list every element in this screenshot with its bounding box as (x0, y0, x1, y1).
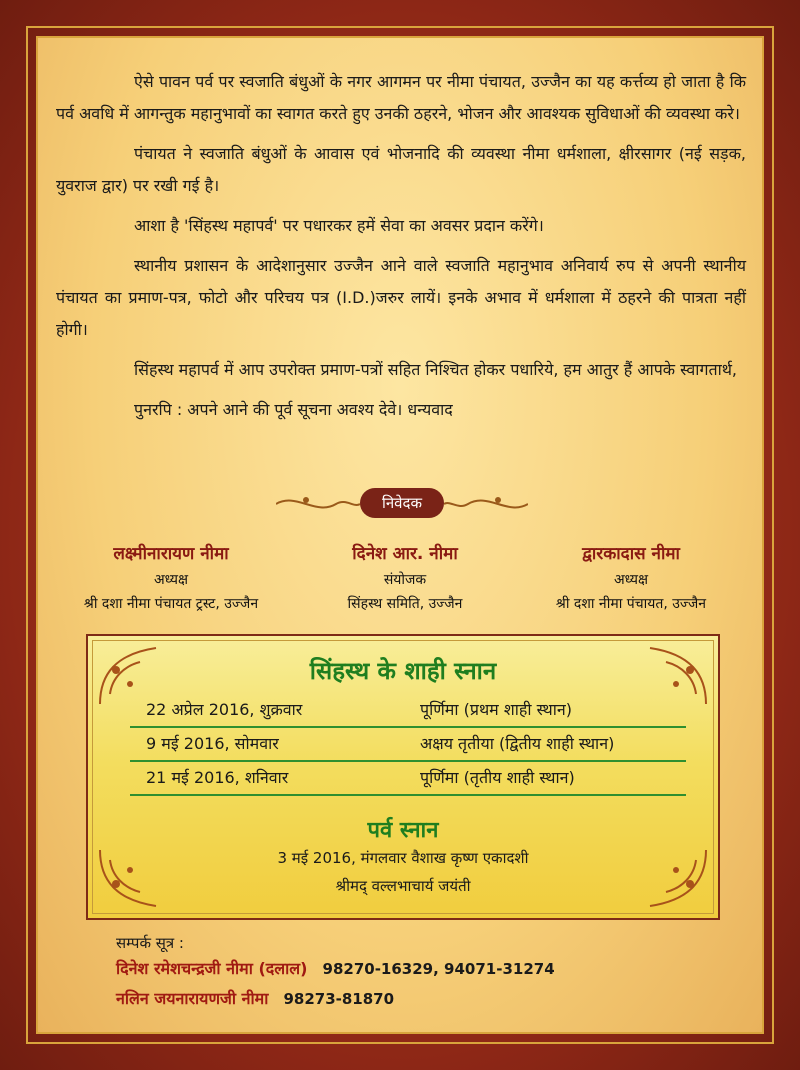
intro-paragraph-6: पुनरपि : अपने आने की पूर्व सूचना अवश्य देवे। धन्यवाद (134, 400, 453, 419)
signer-role: अध्यक्ष (153, 572, 189, 588)
signer-3 (516, 540, 746, 616)
intro-text (56, 66, 746, 426)
signer-role: संयोजक (383, 572, 427, 588)
signer-org: श्री दशा नीमा पंचायत ट्रस्ट, उज्जैन (83, 596, 259, 612)
row-divider (130, 760, 686, 762)
signer-name: द्वारकादास नीमा (582, 544, 680, 564)
contact-section (116, 932, 736, 1014)
intro-paragraph-2: पंचायत ने स्वजाति बंधुओं के आवास एवं भोजनादि की व्यवस्था नीमा धर्मशाला, क्षीरसागर (नई सड़क, युवराज द्वार) पर रखी गई है। (56, 144, 746, 195)
signer-name: लक्ष्मीनारायण नीमा (113, 544, 229, 564)
shahi-date: 22 अप्रेल 2016, शुक्रवार (146, 700, 303, 719)
contact-name: दिनेश रमेशचन्द्रजी नीमा (दलाल) (116, 959, 308, 978)
intro-paragraph-4: स्थानीय प्रशासन के आदेशानुसार उज्जैन आने वाले स्वजाति महानुभाव अनिवार्य रुप से अपनी स्थानीय पंचायत का प्रमाण-पत्र, फोटो और परिचय पत्र (I.D.)जरुर लायें। इनके अभाव में धर्मशाला में ठहरने की पात्रता नहीं होगी। (56, 256, 746, 339)
contact-line (116, 954, 736, 984)
nivedak-badge: निवेदक (360, 488, 444, 518)
row-divider (130, 726, 686, 728)
contact-line (116, 984, 736, 1014)
intro-paragraph-5: सिंहस्थ महापर्व में आप उपरोक्त प्रमाण-पत्रों सहित निश्चित होकर पधारिये, हम आतुर हैं आपके स्वागतार्थ, (134, 360, 738, 379)
signer-2 (294, 540, 516, 616)
shahi-event: पूर्णिमा (प्रथम शाही स्थान) (420, 700, 572, 719)
shahi-row (130, 696, 686, 724)
shahi-row (130, 730, 686, 758)
shahi-row (130, 764, 686, 792)
contact-label: सम्पर्क सूत्र : (116, 934, 184, 952)
shahi-title: सिंहस्थ के शाही स्नान (309, 657, 497, 685)
shahi-date: 9 मई 2016, सोमवार (146, 734, 279, 753)
parv-snan-title: पर्व स्नान (367, 818, 439, 843)
contact-phone: 98270-16329, 94071-31274 (322, 960, 555, 978)
signer-org: श्री दशा नीमा पंचायत, उज्जैन (555, 596, 707, 612)
signer-org: सिंहस्थ समिति, उज्जैन (347, 596, 463, 612)
shahi-snan-box (86, 634, 720, 920)
intro-paragraph-1: ऐसे पावन पर्व पर स्वजाति बंधुओं के नगर आगमन पर नीमा पंचायत, उज्जैन का यह कर्त्तव्य हो जाता है कि पर्व अवधि में आगन्तुक महानुभावों का स्वागत करते हुए उनकी ठहरने, भोजन और आवश्यक सुविधाओं की व्यवस्था करे। (56, 72, 746, 123)
signer-role: अध्यक्ष (613, 572, 649, 588)
shahi-event: अक्षय तृतीया (द्वितीय शाही स्थान) (420, 734, 615, 753)
signer-1 (56, 540, 286, 616)
signer-name: दिनेश आर. नीमा (352, 544, 458, 564)
contact-phone: 98273-81870 (283, 990, 395, 1008)
shahi-event: पूर्णिमा (तृतीय शाही स्थान) (420, 768, 575, 787)
row-divider (130, 794, 686, 796)
intro-paragraph-3: आशा है 'सिंहस्थ महापर्व' पर पधारकर हमें सेवा का अवसर प्रदान करेंगे। (134, 216, 544, 235)
parv-snan-date: 3 मई 2016, मंगलवार वैशाख कृष्ण एकादशी (277, 849, 529, 867)
contact-name: नलिन जयनारायणजी नीमा (116, 989, 269, 1008)
parv-snan-occasion: श्रीमद् वल्लभाचार्य जयंती (335, 877, 471, 895)
shahi-date: 21 मई 2016, शनिवार (146, 768, 289, 787)
